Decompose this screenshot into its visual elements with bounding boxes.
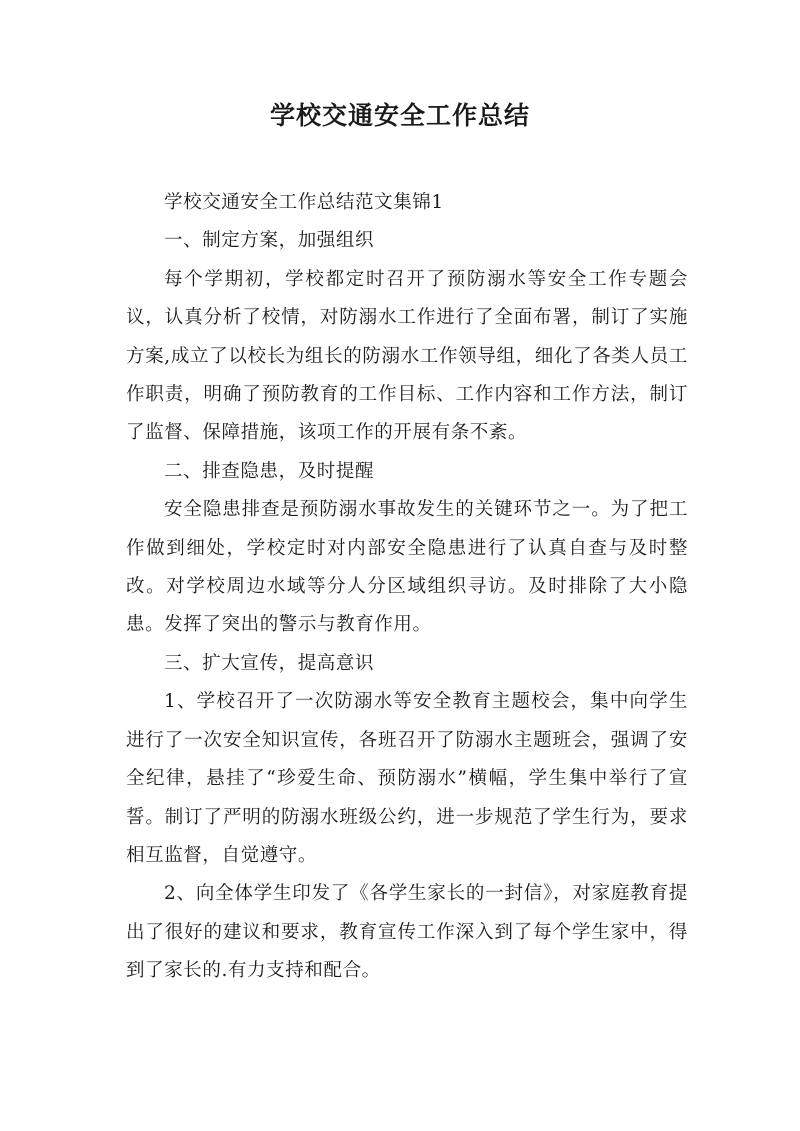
- document-title: 学校交通安全工作总结: [269, 101, 530, 130]
- section-heading-2: 二、排查隐患，及时提醒: [164, 460, 375, 482]
- document-body: [126, 184, 688, 991]
- subtitle-line: 学校交通安全工作总结范文集锦1: [164, 192, 444, 213]
- section-heading-1: 一、制定方案，加强组织: [164, 230, 375, 252]
- paragraph-3: 1、学校召开了一次防溺水等安全教育主题校会，集中向学生进行了一次安全知识宣传，各班召开了防溺水主题班会，强调了安全纪律，悬挂了“珍爱生命、预防溺水”横幅，学生集中举行了宣誓。制订了严明的防溺水班级公约，进一步规范了学生行为，要求相互监督，自觉遵守。: [126, 691, 688, 866]
- paragraph-4: 2、向全体学生印发了《各学生家长的一封信》，对家庭教育提出了很好的建议和要求，教育宣传工作深入到了每个学生家中，得到了家长的.有力支持和配合。: [126, 883, 688, 982]
- paragraph-1: 每个学期初，学校都定时召开了预防溺水等安全工作专题会议，认真分析了校情，对防溺水工作进行了全面布署，制订了实施方案,成立了以校长为组长的防溺水工作领导组，细化了各类人员工作职责，明确了预防教育的工作目标、工作内容和工作方法，制订了监督、保障措施，该项工作的开展有条不紊。: [126, 268, 688, 444]
- paragraph-2: 安全隐患排查是预防溺水事故发生的关键环节之一。为了把工作做到细处，学校定时对内部安全隐患进行了认真自查与及时整改。对学校周边水域等分人分区域组织寻访。及时排除了大小隐患。发挥了突出的警示与教育作用。: [126, 499, 688, 636]
- section-heading-3: 三、扩大宣传，提高意识: [164, 652, 375, 674]
